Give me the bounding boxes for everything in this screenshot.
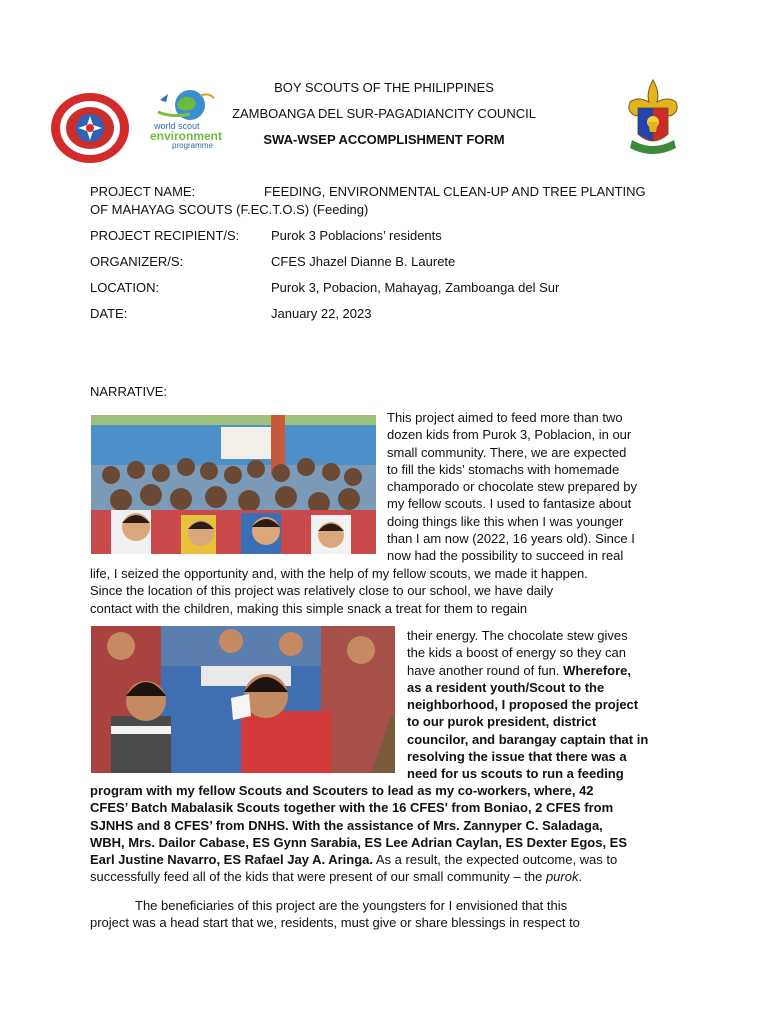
form-title: SWA-WSEP ACCOMPLISHMENT FORM <box>263 132 505 147</box>
narrative-line: doing things like this when I was younger <box>387 513 624 529</box>
narrative-line: resolving the issue that there was a <box>407 749 627 765</box>
narrative-line: life, I seized the opportunity and, with the help of my fellow scouts, we made it happen. <box>90 566 588 581</box>
narrative-line: to our purok president, district <box>407 714 597 730</box>
organizer-label: ORGANIZER/S: <box>90 254 184 269</box>
narrative-line: The beneficiaries of this project are the youngsters for I envisioned that this <box>135 898 568 913</box>
narrative-line: than I am now (2022, 16 years old). Since I <box>387 531 635 547</box>
narrative-line: the kids a boost of energy so they can <box>407 645 626 661</box>
project-name-value-line1: FEEDING, ENVIRONMENTAL CLEAN-UP AND TREE PLANTING <box>264 184 646 199</box>
narrative-line: need for us scouts to run a feeding <box>407 766 624 782</box>
recipient-label: PROJECT RECIPIENT/S: <box>90 228 240 243</box>
location-value: Purok 3, Pobacion, Mahayag, Zamboanga del Sur <box>271 280 560 295</box>
project-name-value-line2: OF MAHAYAG SCOUTS (F.EC.T.O.S) (Feeding) <box>90 202 369 217</box>
narrative-line: have another round of fun. Wherefore, <box>407 662 632 678</box>
boy-scouts-philippines-emblem <box>624 78 682 162</box>
narrative-line: neighborhood, I proposed the project <box>407 697 639 713</box>
wsep-logo-line3: programme <box>172 141 213 150</box>
narrative-line: SJNHS and 8 CFES’ from DNHS. With the assistance of Mrs. Zannyper C. Saladaga, <box>90 817 603 833</box>
narrative-paragraph-2-full <box>90 782 690 886</box>
narrative-line: Since the location of this project was relatively close to our school, we have daily <box>90 583 554 599</box>
narrative-line: small community. There, we are expected <box>387 444 627 460</box>
wsep-logo-line1: world scout <box>154 121 200 131</box>
narrative-line: dozen kids from Purok 3, Poblacion, in our <box>387 427 632 443</box>
narrative-line: successfully feed all of the kids that were present of our small community – the purok. <box>90 869 583 885</box>
organizer-value: CFES Jhazel Dianne B. Laurete <box>271 254 456 269</box>
narrative-line: contact with the children, making this simple snack a treat for them to regain <box>90 600 528 616</box>
narrative-line: to fill the kids' stomachs with homemade <box>387 461 620 477</box>
narrative-line: Earl Justine Navarro, ES Rafael Jay A. Aringa. As a result, the expected outcome, was to <box>90 852 618 868</box>
narrative-line: their energy. The chocolate stew gives <box>407 628 628 643</box>
wsep-logo-line2: environment <box>150 129 223 143</box>
narrative-paragraph-1-wrapped <box>387 409 687 565</box>
narrative-line: as a resident youth/Scout to the <box>407 679 605 695</box>
scouts-of-the-world-award-logo <box>50 92 130 164</box>
narrative-line: program with my fellow Scouts and Scouters to lead as my co-workers, where, 42 <box>90 783 594 798</box>
header-org-name: BOY SCOUTS OF THE PHILIPPINES <box>274 80 494 95</box>
kids-drinking-photo <box>91 626 395 773</box>
narrative-line: This project aimed to feed more than two <box>387 410 623 425</box>
narrative-line: CFES’ Batch Mabalasik Scouts together with the 16 CFES' from Boniao, 2 CFES from <box>90 800 614 816</box>
narrative-paragraph-3 <box>90 897 690 932</box>
narrative-line: WBH, Mrs. Dailor Cabase, ES Gynn Sarabia, ES Lee Adrian Caylan, ES Dexter Egos, ES <box>90 834 628 850</box>
narrative-label: NARRATIVE: <box>90 384 168 399</box>
date-value: January 22, 2023 <box>271 306 372 321</box>
project-name-label: PROJECT NAME: <box>90 184 196 199</box>
narrative-paragraph-1-full <box>90 565 690 617</box>
narrative-line: councilor, and barangay captain that in <box>407 731 649 747</box>
narrative-line: my fellow scouts. I used to fantasize about <box>387 496 632 512</box>
narrative-line: champorado or chocolate stew prepared by <box>387 479 638 495</box>
recipient-value: Purok 3 Poblacions’ residents <box>271 228 442 243</box>
date-label: DATE: <box>90 306 128 321</box>
group-photo-kids <box>91 415 376 554</box>
narrative-paragraph-2-wrapped <box>407 627 697 783</box>
location-label: LOCATION: <box>90 280 160 295</box>
header-council-name: ZAMBOANGA DEL SUR-PAGADIANCITY COUNCIL <box>232 106 536 121</box>
narrative-line: project was a head start that we, residents, must give or share blessings in respect to <box>90 915 580 931</box>
narrative-line: now had the possibility to succeed in real <box>387 548 624 564</box>
